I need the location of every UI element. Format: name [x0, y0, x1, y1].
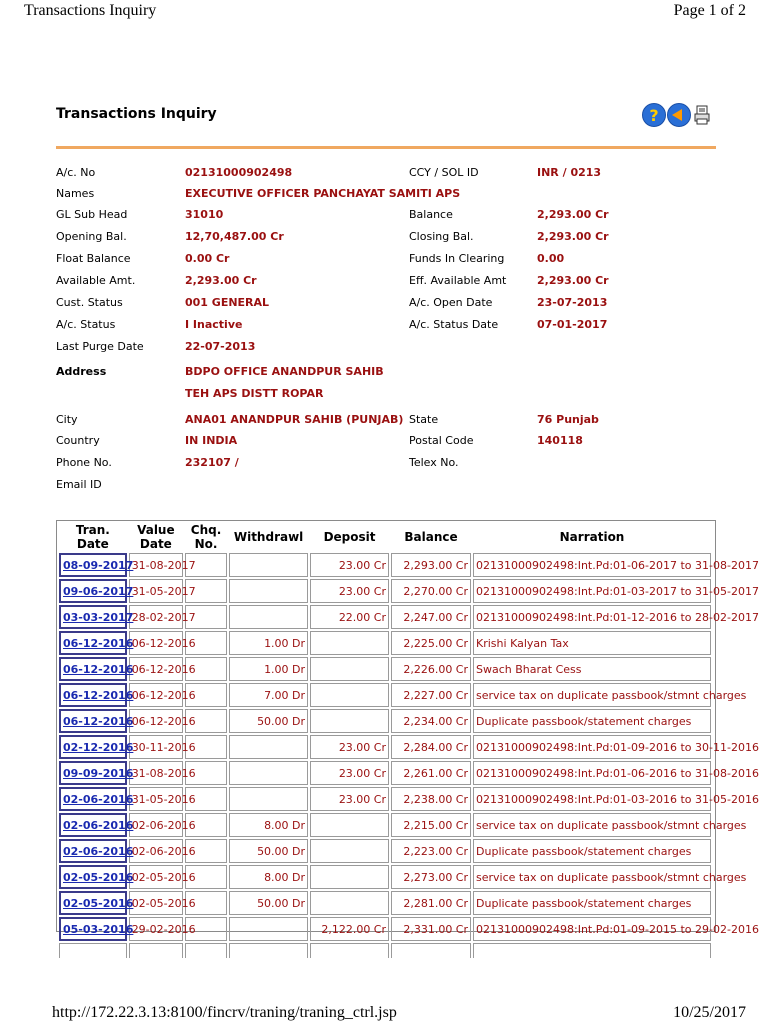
field-label: Country: [56, 434, 100, 447]
deposit-cell: 23.00 Cr: [310, 553, 389, 577]
narration-cell: 02131000902498:Int.Pd:01-03-2016 to 31-05-2016: [473, 787, 711, 811]
account-number-value: 02131000902498: [185, 166, 293, 179]
value-date-cell: 28-02-2017: [129, 605, 183, 629]
withdrawal-cell: 7.00 Dr: [229, 683, 308, 707]
table-row: [59, 579, 711, 603]
back-icon[interactable]: [667, 103, 691, 127]
field-label: Email ID: [56, 478, 102, 491]
narration-cell: Krishi Kalyan Tax: [473, 631, 711, 655]
column-header: Withdrawl: [233, 530, 304, 544]
deposit-cell: [310, 891, 389, 915]
value-date-cell: 29-02-2016: [129, 917, 183, 941]
value-date-cell: 02-06-2016: [129, 813, 183, 837]
value-date-cell: 31-05-2017: [129, 579, 183, 603]
withdrawal-cell: [229, 605, 308, 629]
withdrawal-cell: 50.00 Dr: [229, 839, 308, 863]
tran-date-link[interactable]: 02-05-2016: [59, 865, 127, 889]
withdrawal-cell: 50.00 Dr: [229, 709, 308, 733]
withdrawal-cell: [229, 579, 308, 603]
narration-cell: Swach Bharat Cess: [473, 657, 711, 681]
tran-date-link[interactable]: 02-12-2016: [59, 735, 127, 759]
empty-cell: [59, 943, 127, 958]
deposit-cell: [310, 683, 389, 707]
value-date-cell: 31-08-2017: [129, 553, 183, 577]
tran-date-link[interactable]: 06-12-2016: [59, 631, 127, 655]
account-open-date-value: 23-07-2013: [537, 296, 608, 309]
balance-cell: 2,293.00 Cr: [391, 553, 471, 577]
withdrawal-cell: 1.00 Dr: [229, 657, 308, 681]
field-label: Float Balance: [56, 252, 131, 265]
value-date-cell: 02-05-2016: [129, 865, 183, 889]
column-header: Value Date: [137, 523, 175, 551]
field-label: CCY / SOL ID: [409, 166, 479, 179]
balance-cell: 2,234.00 Cr: [391, 709, 471, 733]
address-line-2: TEH APS DISTT ROPAR: [185, 387, 324, 400]
value-date-cell: 06-12-2016: [129, 709, 183, 733]
field-label: Postal Code: [409, 434, 474, 447]
balance-cell: 2,270.00 Cr: [391, 579, 471, 603]
print-header-title: Transactions Inquiry: [24, 2, 157, 19]
balance-cell: 2,238.00 Cr: [391, 787, 471, 811]
deposit-cell: 22.00 Cr: [310, 605, 389, 629]
tran-date-link[interactable]: 08-09-2017: [59, 553, 127, 577]
transactions-panel: [56, 520, 759, 936]
closing-balance-value: 2,293.00 Cr: [537, 230, 609, 243]
empty-cell: [391, 943, 471, 958]
deposit-cell: [310, 813, 389, 837]
balance-cell: 2,284.00 Cr: [391, 735, 471, 759]
address-line-1: BDPO OFFICE ANANDPUR SAHIB: [185, 365, 384, 378]
table-row: [59, 787, 711, 811]
column-header: Narration: [559, 530, 625, 544]
narration-cell: service tax on duplicate passbook/stmnt charges: [473, 865, 711, 889]
value-date-cell: 31-08-2016: [129, 761, 183, 785]
help-icon[interactable]: ?: [642, 103, 666, 127]
deposit-cell: 23.00 Cr: [310, 735, 389, 759]
balance-cell: 2,223.00 Cr: [391, 839, 471, 863]
table-row: [59, 605, 711, 629]
table-row: [59, 813, 711, 837]
deposit-cell: [310, 631, 389, 655]
field-label: Available Amt.: [56, 274, 136, 287]
deposit-cell: 23.00 Cr: [310, 579, 389, 603]
print-header-page-number: Page 1 of 2: [673, 2, 746, 19]
table-row: [59, 865, 711, 889]
field-label: GL Sub Head: [56, 208, 128, 221]
customer-status-value: 001 GENERAL: [185, 296, 270, 309]
transactions-table: [57, 521, 759, 960]
country-value: IN INDIA: [185, 434, 238, 447]
balance-cell: 2,226.00 Cr: [391, 657, 471, 681]
tran-date-link[interactable]: 05-03-2016: [59, 917, 127, 941]
empty-cell: [310, 943, 389, 958]
account-status-value: I Inactive: [185, 318, 243, 331]
deposit-cell: 23.00 Cr: [310, 761, 389, 785]
narration-cell: 02131000902498:Int.Pd:01-09-2016 to 30-11-2016: [473, 735, 711, 759]
value-date-cell: 02-05-2016: [129, 891, 183, 915]
print-footer-url: http://172.22.3.13:8100/fincrv/traning/traning_ctrl.jsp: [52, 1004, 397, 1021]
value-date-cell: 02-06-2016: [129, 839, 183, 863]
withdrawal-cell: 8.00 Dr: [229, 813, 308, 837]
tran-date-link[interactable]: 06-12-2016: [59, 709, 127, 733]
withdrawal-cell: [229, 553, 308, 577]
field-label: Cust. Status: [56, 296, 123, 309]
print-footer: [52, 1004, 746, 1024]
deposit-cell: [310, 839, 389, 863]
available-amount-value: 2,293.00 Cr: [185, 274, 257, 287]
narration-cell: 02131000902498:Int.Pd:01-09-2015 to 29-02-2016: [473, 917, 711, 941]
field-label: State: [409, 413, 439, 426]
narration-cell: 02131000902498:Int.Pd:01-06-2017 to 31-08-2017: [473, 553, 711, 577]
tran-date-link[interactable]: 02-06-2016: [59, 839, 127, 863]
withdrawal-cell: 1.00 Dr: [229, 631, 308, 655]
table-row: [59, 657, 711, 681]
balance-value: 2,293.00 Cr: [537, 208, 609, 221]
empty-cell: [185, 943, 227, 958]
narration-cell: 02131000902498:Int.Pd:01-06-2016 to 31-08-2016: [473, 761, 711, 785]
deposit-cell: 23.00 Cr: [310, 787, 389, 811]
column-header: Tran. Date: [75, 523, 110, 551]
city-value: ANA01 ANANDPUR SAHIB (PUNJAB): [185, 413, 404, 426]
withdrawal-cell: [229, 917, 308, 941]
field-label: Closing Bal.: [409, 230, 474, 243]
field-label: Funds In Clearing: [409, 252, 505, 265]
value-date-cell: 30-11-2016: [129, 735, 183, 759]
names-value: EXECUTIVE OFFICER PANCHAYAT SAMITI APS: [185, 187, 461, 200]
field-label: A/c. Status: [56, 318, 116, 331]
field-label: Names: [56, 187, 95, 200]
table-row: [59, 761, 711, 785]
empty-cell: [129, 943, 183, 958]
opening-balance-value: 12,70,487.00 Cr: [185, 230, 284, 243]
field-label: Eff. Available Amt: [409, 274, 507, 287]
state-value: 76 Punjab: [537, 413, 599, 426]
ccy-sol-value: INR / 0213: [537, 166, 602, 179]
float-balance-value: 0.00 Cr: [185, 252, 230, 265]
value-date-cell: 31-05-2016: [129, 787, 183, 811]
table-row: [59, 839, 711, 863]
balance-cell: 2,331.00 Cr: [391, 917, 471, 941]
balance-cell: 2,261.00 Cr: [391, 761, 471, 785]
column-header: Chq. No.: [190, 523, 222, 551]
deposit-cell: [310, 709, 389, 733]
deposit-cell: 2,122.00 Cr: [310, 917, 389, 941]
narration-cell: service tax on duplicate passbook/stmnt charges: [473, 683, 711, 707]
field-label: Telex No.: [409, 456, 459, 469]
postal-code-value: 140118: [537, 434, 583, 447]
tran-date-link[interactable]: 06-12-2016: [59, 657, 127, 681]
table-header-row: [59, 523, 711, 551]
column-header: Balance: [404, 530, 458, 544]
balance-cell: 2,273.00 Cr: [391, 865, 471, 889]
balance-cell: 2,281.00 Cr: [391, 891, 471, 915]
table-row: [59, 683, 711, 707]
print-footer-date: 10/25/2017: [673, 1004, 746, 1021]
deposit-cell: [310, 865, 389, 889]
deposit-cell: [310, 657, 389, 681]
narration-cell: Duplicate passbook/statement charges: [473, 839, 711, 863]
table-row: [59, 891, 711, 915]
field-label: Balance: [409, 208, 453, 221]
title-divider: [56, 146, 716, 149]
table-row: [59, 709, 711, 733]
value-date-cell: 06-12-2016: [129, 657, 183, 681]
tran-date-link[interactable]: 09-09-2016: [59, 761, 127, 785]
account-status-date-value: 07-01-2017: [537, 318, 608, 331]
table-row-partial: [59, 943, 711, 958]
effective-available-value: 2,293.00 Cr: [537, 274, 609, 287]
empty-cell: [229, 943, 308, 958]
table-row: [59, 917, 711, 941]
narration-cell: service tax on duplicate passbook/stmnt charges: [473, 813, 711, 837]
withdrawal-cell: [229, 761, 308, 785]
tran-date-link[interactable]: 02-05-2016: [59, 891, 127, 915]
tran-date-link[interactable]: 09-06-2017: [59, 579, 127, 603]
tran-date-link[interactable]: 02-06-2016: [59, 787, 127, 811]
withdrawal-cell: 8.00 Dr: [229, 865, 308, 889]
page-title: Transactions Inquiry: [56, 106, 217, 122]
field-label: A/c. Status Date: [409, 318, 499, 331]
narration-cell: Duplicate passbook/statement charges: [473, 891, 711, 915]
phone-value: 232107 /: [185, 456, 239, 469]
column-header: Deposit: [323, 530, 376, 544]
tran-date-link[interactable]: 02-06-2016: [59, 813, 127, 837]
narration-cell: 02131000902498:Int.Pd:01-12-2016 to 28-02-2017: [473, 605, 711, 629]
value-date-cell: 06-12-2016: [129, 631, 183, 655]
table-row: [59, 631, 711, 655]
tran-date-link[interactable]: 03-03-2017: [59, 605, 127, 629]
table-row: [59, 553, 711, 577]
tran-date-link[interactable]: 06-12-2016: [59, 683, 127, 707]
withdrawal-cell: [229, 735, 308, 759]
field-label: A/c. No: [56, 166, 96, 179]
field-label: City: [56, 413, 78, 426]
withdrawal-cell: [229, 787, 308, 811]
field-label: A/c. Open Date: [409, 296, 493, 309]
print-header: [24, 2, 746, 24]
value-date-cell: 06-12-2016: [129, 683, 183, 707]
narration-cell: 02131000902498:Int.Pd:01-03-2017 to 31-05-2017: [473, 579, 711, 603]
balance-cell: 2,225.00 Cr: [391, 631, 471, 655]
balance-cell: 2,215.00 Cr: [391, 813, 471, 837]
balance-cell: 2,227.00 Cr: [391, 683, 471, 707]
field-label: Phone No.: [56, 456, 112, 469]
last-purge-date-value: 22-07-2013: [185, 340, 256, 353]
funds-in-clearing-value: 0.00: [537, 252, 565, 265]
withdrawal-cell: 50.00 Dr: [229, 891, 308, 915]
field-label: Opening Bal.: [56, 230, 127, 243]
field-label: Last Purge Date: [56, 340, 144, 353]
narration-cell: Duplicate passbook/statement charges: [473, 709, 711, 733]
empty-cell: [473, 943, 711, 958]
gl-sub-head-value: 31010: [185, 208, 224, 221]
print-icon[interactable]: [694, 105, 710, 125]
balance-cell: 2,247.00 Cr: [391, 605, 471, 629]
table-row: [59, 735, 711, 759]
address-label: Address: [56, 365, 107, 378]
